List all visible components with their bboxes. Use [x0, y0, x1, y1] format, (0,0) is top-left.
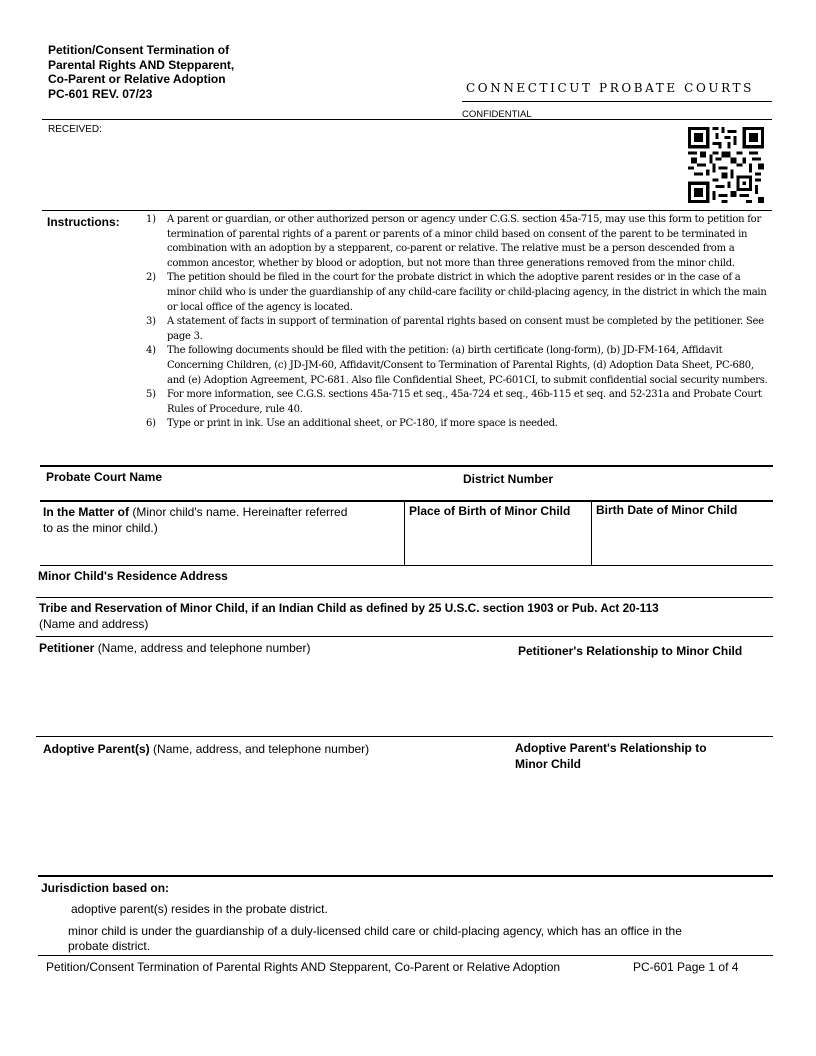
matter-row-bottom	[40, 565, 773, 566]
adoptive-row-bottom	[38, 875, 773, 877]
jurisdiction-option1-checkbox[interactable]	[57, 902, 69, 914]
instruction-item-6	[146, 417, 770, 432]
footer-title: Petition/Consent Termination of Parental Rights AND Stepparent, Co-Parent or Relative Adoption	[46, 960, 561, 974]
instruction-text: A statement of facts in support of termination of parental rights based on consent must be completed by the petitioner. See page 3.	[167, 316, 764, 342]
instruction-number: 4)	[146, 345, 156, 357]
instruction-number: 1)	[146, 214, 156, 225]
instruction-item-2	[146, 271, 770, 315]
in-the-matter-of-hint: (Minor child's name. Hereinafter referred	[132, 505, 348, 519]
jurisdiction-option2-text	[68, 924, 682, 954]
in-the-matter-of-cell[interactable]	[43, 504, 398, 536]
instruction-item-3	[146, 315, 770, 344]
footer-divider	[38, 955, 773, 956]
adoptive-relationship-line1: Adoptive Parent's Relationship to	[515, 741, 707, 755]
jurisdiction-option2-line1: minor child is under the guardianship of a duly-licensed child care or child-placing agency, which has an office in the	[68, 924, 682, 938]
jurisdiction-option1-text: adoptive parent(s) resides in the probate district.	[71, 902, 328, 916]
instruction-item-1	[146, 213, 770, 271]
matter-divider-1	[404, 501, 405, 565]
petitioner-row-bottom	[36, 736, 773, 737]
instruction-number: 3)	[146, 316, 156, 328]
in-the-matter-of-hint-2: to as the minor child.)	[43, 521, 158, 535]
adoptive-parents-label: Adoptive Parent(s)	[43, 742, 150, 756]
qr-code-icon	[688, 127, 764, 203]
form-title-line2: Parental Rights AND Stepparent,	[48, 57, 235, 72]
tribe-row-bottom	[36, 636, 773, 637]
jurisdiction-option2-line2: probate district.	[68, 939, 151, 953]
instruction-text: The petition should be filed in the court for the probate district in which the adoptive parent resides or in the case of a minor child who is under the guardianship of any child-care facility or child-placing agency, in the district in which the main or local office of the agency is located.	[167, 272, 767, 313]
instruction-text: A parent or guardian, or other authorized person or agency under C.G.S. section 45a-715, may use this form to petition for termination of parental rights of a parent or parents of a minor child based on consent of the parent to be terminated in combination with an adoption by a stepparent, co-parent or relative. The relative must be a person descended from a common ancestor, whether by blood or adoption, but not more than three generations removed from the minor child.	[167, 214, 761, 269]
court-section-divider	[40, 465, 773, 467]
residence-address-label: Minor Child's Residence Address	[38, 569, 228, 583]
instruction-text: For more information, see C.G.S. sections 45a-715 et seq., 45a-724 et seq., 46b-115 et seq. and 52-231a and Probate Court Rules of Procedure, rule 40.	[167, 389, 762, 415]
adoptive-parents-hint: (Name, address, and telephone number)	[153, 742, 370, 756]
matter-divider-2	[591, 501, 592, 565]
instructions-label: Instructions:	[47, 215, 120, 229]
tribe-label: Tribe and Reservation of Minor Child, if an Indian Child as defined by 25 U.S.C. section 1903 or Pub. Act 20-113	[39, 601, 659, 615]
jurisdiction-label: Jurisdiction based on:	[41, 881, 170, 895]
instruction-number: 5)	[146, 389, 156, 401]
instruction-item-4	[146, 344, 770, 388]
instructions-top-divider	[42, 210, 772, 211]
instruction-number: 2)	[146, 272, 156, 284]
instruction-number: 6)	[146, 418, 156, 430]
instructions-list	[146, 213, 770, 432]
received-label: RECEIVED:	[48, 124, 102, 135]
instruction-text: The following documents should be filed with the petition: (a) birth certificate (long-form), (b) JD-FM-164, Affidavit Concerning Children, (c) JD-JM-60, Affidavit/Consent to Termination of Parental Rights, (d) Adoption Data Sheet, PC-680, and (e) Adoption Agreement, PC-681. Also file Confidential Sheet, PC-601CI, to submit confidential social security numbers.	[167, 345, 768, 386]
district-number-label: District Number	[463, 472, 554, 486]
header-divider	[42, 119, 772, 120]
adoptive-relationship-line2: Minor Child	[515, 757, 581, 771]
place-of-birth-label: Place of Birth of Minor Child	[409, 504, 571, 518]
court-name: CONNECTICUT PROBATE COURTS	[466, 81, 754, 95]
adoptive-relationship-label	[515, 740, 707, 772]
form-title	[48, 43, 308, 101]
instruction-item-5	[146, 388, 770, 417]
form-number: PC-601 REV. 07/23	[48, 86, 153, 101]
petitioner-cell[interactable]	[39, 641, 310, 655]
form-title-line1: Petition/Consent Termination of	[48, 43, 230, 57]
petitioner-label: Petitioner	[39, 641, 95, 655]
probate-court-field[interactable]	[40, 484, 773, 500]
residence-address-field[interactable]	[38, 584, 773, 596]
confidential-label: CONFIDENTIAL	[462, 109, 532, 120]
form-title-line3: Co-Parent or Relative Adoption	[48, 72, 226, 86]
probate-court-name-label: Probate Court Name	[46, 470, 163, 484]
court-underline	[462, 101, 772, 102]
birth-date-label: Birth Date of Minor Child	[596, 503, 738, 517]
residence-row-bottom	[36, 597, 773, 598]
matter-row-top	[40, 500, 773, 502]
instruction-text: Type or print in ink. Use an additional sheet, or PC-180, if more space is needed.	[167, 418, 558, 430]
in-the-matter-of-label: In the Matter of	[43, 505, 129, 519]
tribe-hint: (Name and address)	[39, 617, 149, 631]
petitioner-hint: (Name, address and telephone number)	[97, 641, 311, 655]
footer-page-number: PC-601 Page 1 of 4	[633, 960, 739, 974]
petitioner-relationship-label: Petitioner's Relationship to Minor Child	[518, 644, 743, 658]
jurisdiction-option2-checkbox[interactable]	[54, 924, 66, 936]
adoptive-parents-cell[interactable]	[43, 742, 369, 756]
